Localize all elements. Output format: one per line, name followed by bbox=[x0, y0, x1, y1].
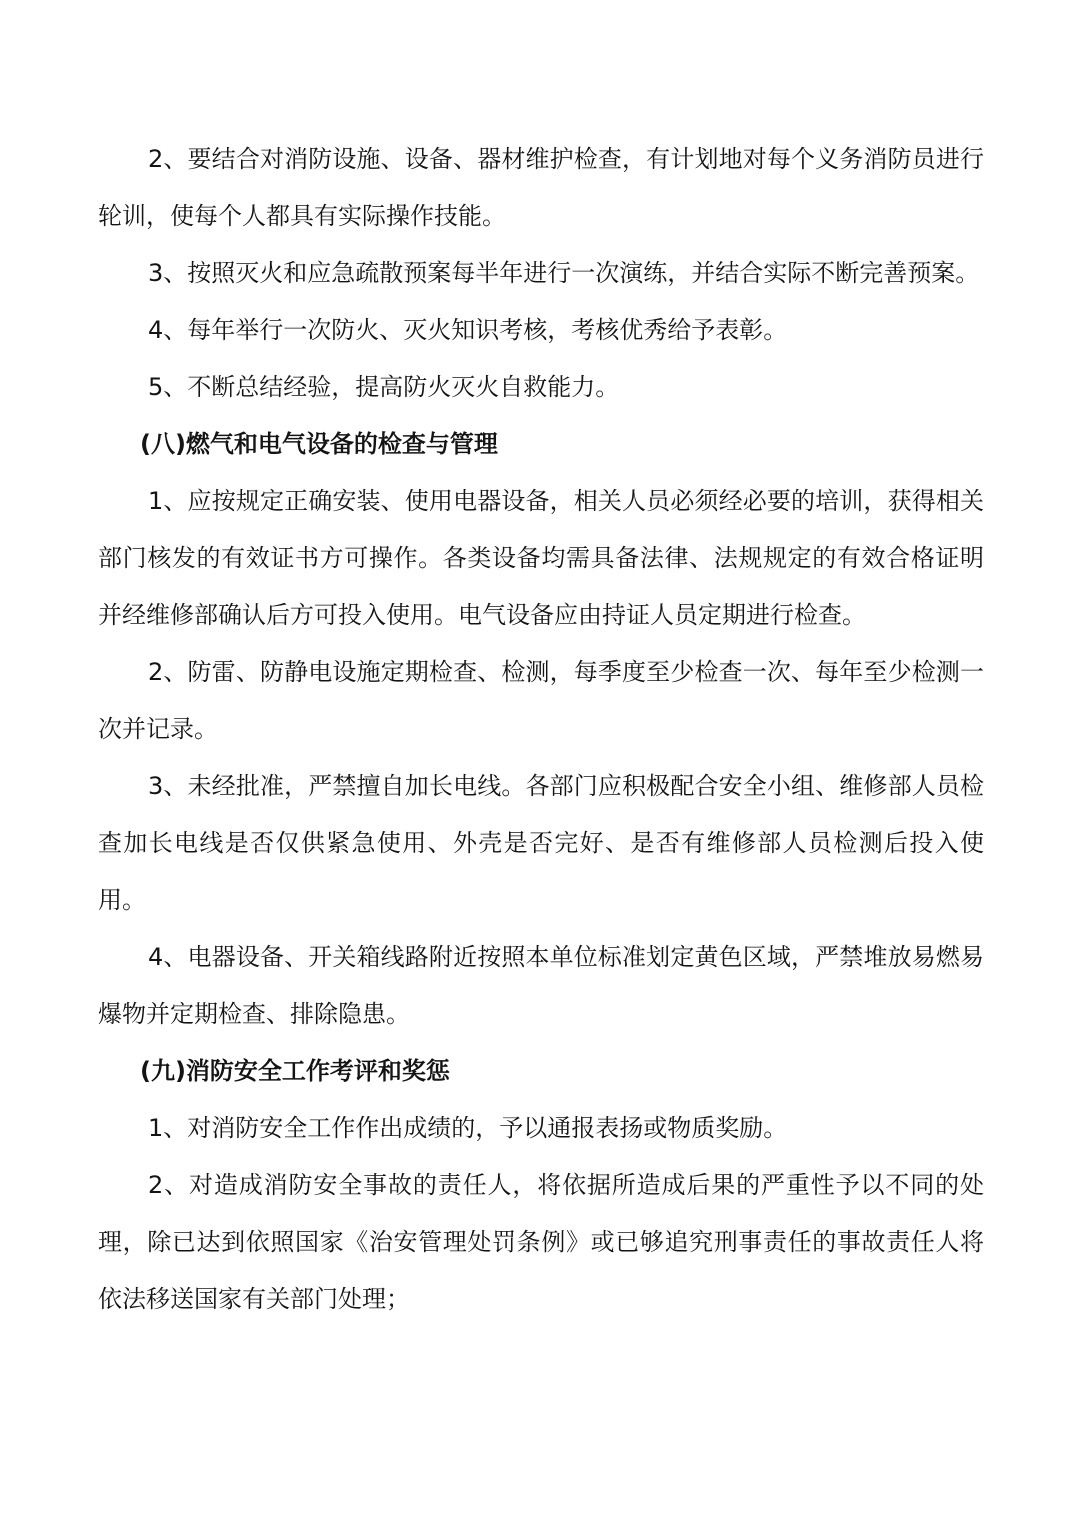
paragraph-penalties: 2、对造成消防安全事故的责任人，将依据所造成后果的严重性予以不同的处理，除已达到依照国家《治安管理处罚条例》或已够追究刑事责任的事故责任人将依法移送国家有关部门处理； bbox=[98, 1171, 984, 1313]
paragraph-assessment: 4、每年举行一次防火、灭火知识考核，考核优秀给予表彰。 bbox=[148, 316, 788, 344]
document-page bbox=[98, 131, 984, 1328]
paragraph-experience: 5、不断总结经验，提高防火灭火自救能力。 bbox=[148, 373, 620, 401]
paragraph-lightning-protection: 2、防雷、防静电设施定期检查、检测，每季度至少检查一次、每年至少检测一次并记录。 bbox=[98, 658, 984, 743]
section-heading-gas-electrical: (八)燃气和电气设备的检查与管理 bbox=[140, 430, 498, 458]
paragraph-drill: 3、按照灭火和应急疏散预案每半年进行一次演练，并结合实际不断完善预案。 bbox=[148, 259, 980, 287]
paragraph-extension-cords: 3、未经批准，严禁擅自加长电线。各部门应积极配合安全小组、维修部人员检查加长电线是否仅供紧急使用、外壳是否完好、是否有维修部人员检测后投入使用。 bbox=[98, 772, 984, 914]
paragraph-install-equipment: 1、应按规定正确安装、使用电器设备，相关人员必须经必要的培训，获得相关部门核发的有效证书方可操作。各类设备均需具备法律、法规规定的有效合格证明并经维修部确认后方可投入使用。电气设备应由持证人员定期进行检查。 bbox=[98, 487, 984, 629]
paragraph-yellow-zone: 4、电器设备、开关箱线路附近按照本单位标准划定黄色区域，严禁堆放易燃易爆物并定期检查、排除隐患。 bbox=[98, 943, 984, 1028]
section-heading-evaluation: (九)消防安全工作考评和奖惩 bbox=[140, 1057, 450, 1085]
paragraph-rewards: 1、对消防安全工作作出成绩的，予以通报表扬或物质奖励。 bbox=[148, 1114, 788, 1142]
paragraph-training: 2、要结合对消防设施、设备、器材维护检查，有计划地对每个义务消防员进行轮训，使每个人都具有实际操作技能。 bbox=[98, 145, 984, 230]
